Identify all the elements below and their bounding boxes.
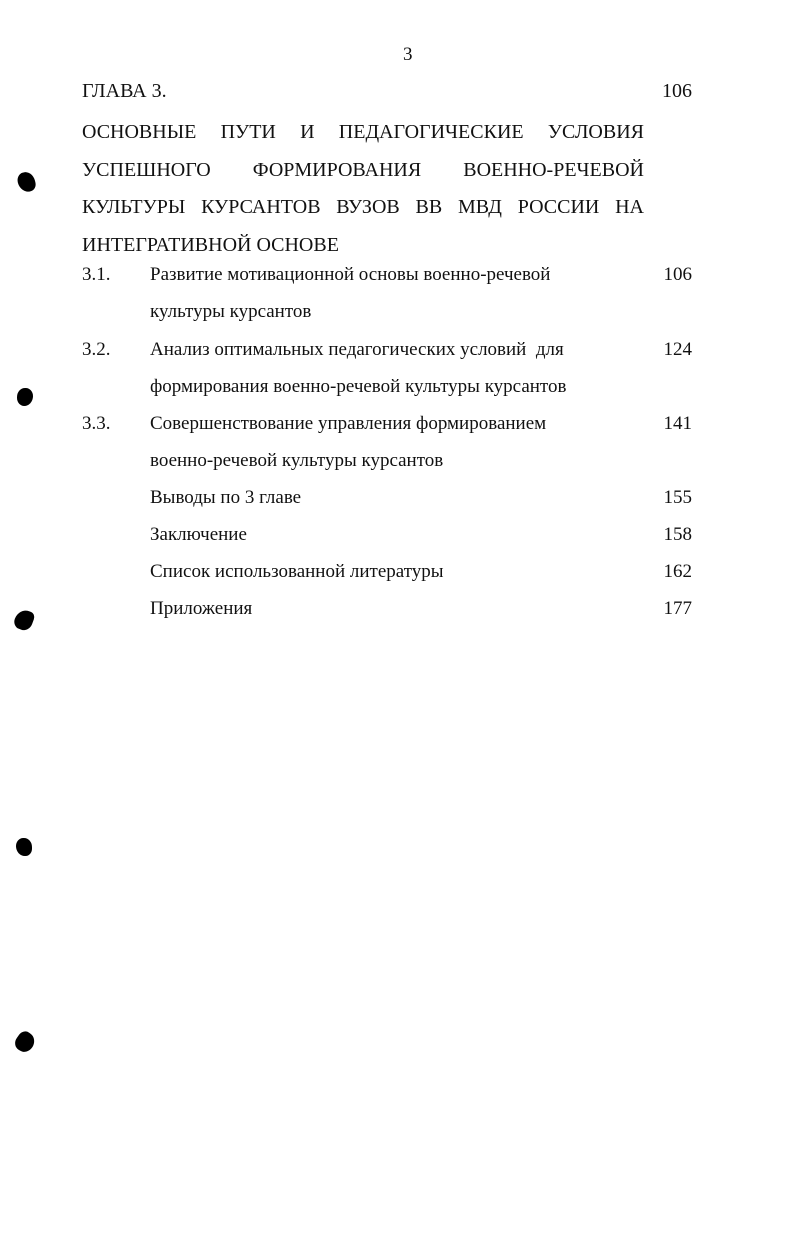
chapter-page-number: 106: [662, 80, 692, 102]
section-title-line: Развитие мотивационной основы военно-речевой: [150, 264, 551, 285]
section-title-line: культуры курсантов: [150, 301, 312, 322]
toc-section-3-1: [82, 256, 692, 330]
section-number: 3.3.: [82, 413, 111, 434]
section-page-number: 106: [663, 264, 692, 285]
section-title-line: Анализ оптимальных педагогических условий для: [150, 339, 564, 360]
section-title-line: Совершенствование управления формированием: [150, 413, 547, 434]
scan-artifact-blot: [12, 1029, 38, 1056]
back-matter-title: Заключение: [150, 524, 247, 545]
scan-artifact-blot: [16, 170, 38, 194]
toc-section-3-2: [82, 331, 692, 405]
back-matter-title: Выводы по 3 главе: [150, 487, 302, 508]
chapter-title-line: КУЛЬТУРЫ КУРСАНТОВ ВУЗОВ ВВ МВД РОССИИ НА: [82, 196, 644, 218]
chapter-label: ГЛАВА 3.: [82, 80, 167, 102]
section-title-line: формирования военно-речевой культуры курсантов: [150, 376, 567, 397]
toc-conclusion: [82, 516, 692, 553]
back-matter-page-number: 162: [663, 561, 692, 582]
toc-appendices: [82, 590, 692, 627]
section-page-number: 124: [663, 339, 692, 360]
section-number: 3.1.: [82, 264, 111, 285]
chapter-title: [82, 114, 644, 264]
back-matter-title: Список использованной литературы: [150, 561, 444, 582]
chapter-title-line: ИНТЕГРАТИВНОЙ ОСНОВЕ: [82, 233, 339, 256]
section-title: [150, 331, 620, 405]
section-title-line: военно-речевой культуры курсантов: [150, 450, 444, 471]
back-matter-page-number: 177: [663, 598, 692, 619]
chapter-title-line: УСПЕШНОГО ФОРМИРОВАНИЯ ВОЕННО-РЕЧЕВОЙ: [82, 158, 644, 181]
toc-section-3-3: [82, 405, 692, 479]
section-title: [150, 405, 620, 479]
section-page-number: 141: [663, 413, 692, 434]
toc-bibliography: [82, 553, 692, 590]
toc-conclusions-chapter-3: [82, 479, 692, 516]
back-matter-page-number: 158: [663, 524, 692, 545]
back-matter-title: Приложения: [150, 598, 253, 619]
section-title: [150, 256, 620, 330]
chapter-heading-row: [82, 80, 692, 104]
scan-artifact-blot: [12, 608, 36, 633]
scan-artifact-blot: [16, 838, 32, 856]
section-number: 3.2.: [82, 339, 111, 360]
chapter-title-line: ОСНОВНЫЕ ПУТИ И ПЕДАГОГИЧЕСКИЕ УСЛОВИЯ: [82, 121, 644, 143]
back-matter-page-number: 155: [663, 487, 692, 508]
page-number: 3: [403, 44, 413, 65]
scan-artifact-blot: [17, 388, 33, 406]
